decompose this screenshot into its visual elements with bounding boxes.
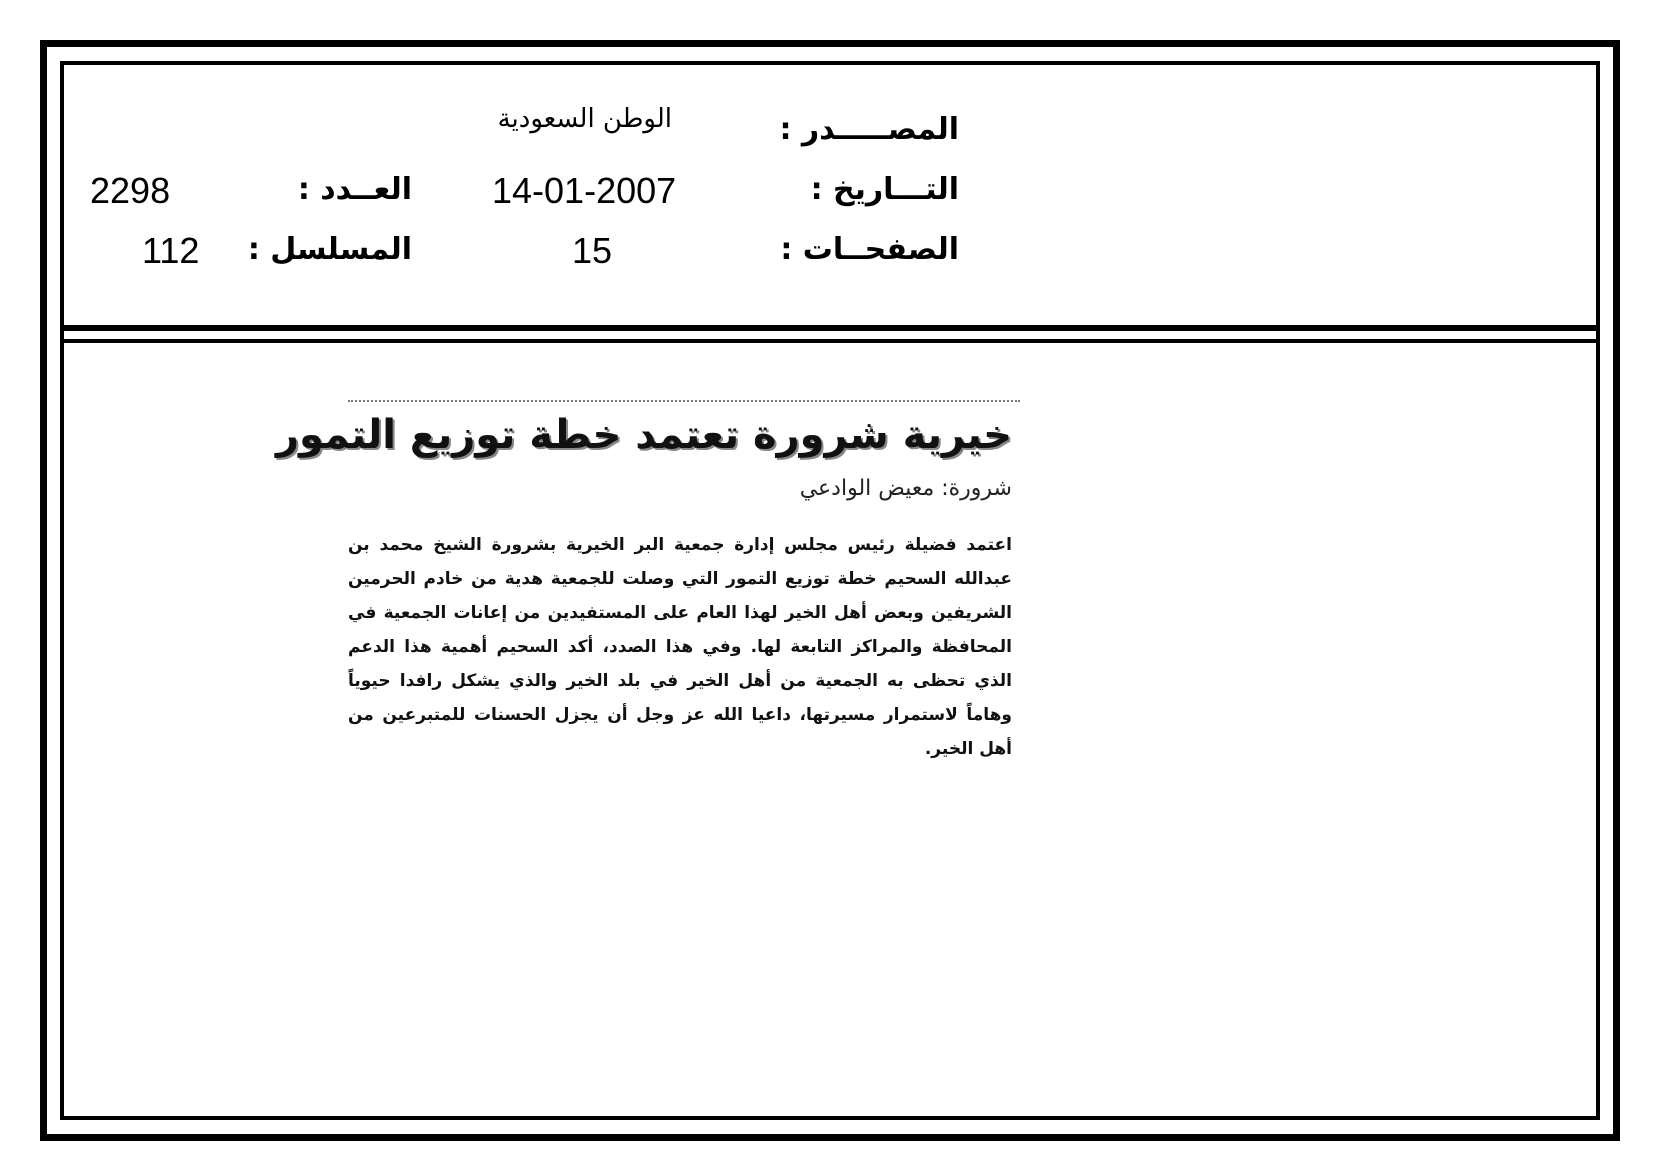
source-label: المصـــــدر : (779, 112, 959, 147)
serial-label: المسلسل : (247, 232, 412, 267)
article-headline: خيرية شرورة تعتمد خطة توزيع التمور (275, 412, 1012, 458)
issue-value: 2298 (90, 170, 171, 211)
clipping-top-rule (348, 400, 1020, 402)
date-label: التـــاريخ : (810, 172, 959, 207)
article-clipping (275, 400, 1020, 759)
article-byline: شرورة: معيض الوادعي (799, 476, 1012, 501)
pages-label: الصفحــات : (780, 232, 959, 267)
issue-label: العــدد : (297, 172, 412, 207)
serial-value: 112 (142, 230, 200, 271)
header-divider-thick (64, 325, 1596, 331)
pages-value: 15 (572, 230, 613, 271)
article-body: اعتمد فضيلة رئيس مجلس إدارة جمعية البر الخيرية بشرورة الشيخ محمد بن عبدالله السحيم خطة توزيع التمور التي وصلت للجمعية هدية من خادم الحرمين الشريفين وبعض أهل الخير لهذا العام على المستفيدين من إعانات الجمعية في المحافظة والمراكز التابعة لها. وفي هذا الصدد، أكد السحيم أهمية هذا الدعم الذي تحظى به الجمعية من أهل الخير في بلد الخير والذي يشكل رافدا حيوياً وهاماً لاستمرار مسيرتها، داعيا الله عز وجل أن يجزل الحسنات للمتبرعين من أهل الخير. (348, 535, 1012, 759)
date-value: 14-01-2007 (492, 170, 677, 211)
header-divider-thin (64, 339, 1596, 343)
source-value: الوطن السعودية (497, 104, 672, 134)
